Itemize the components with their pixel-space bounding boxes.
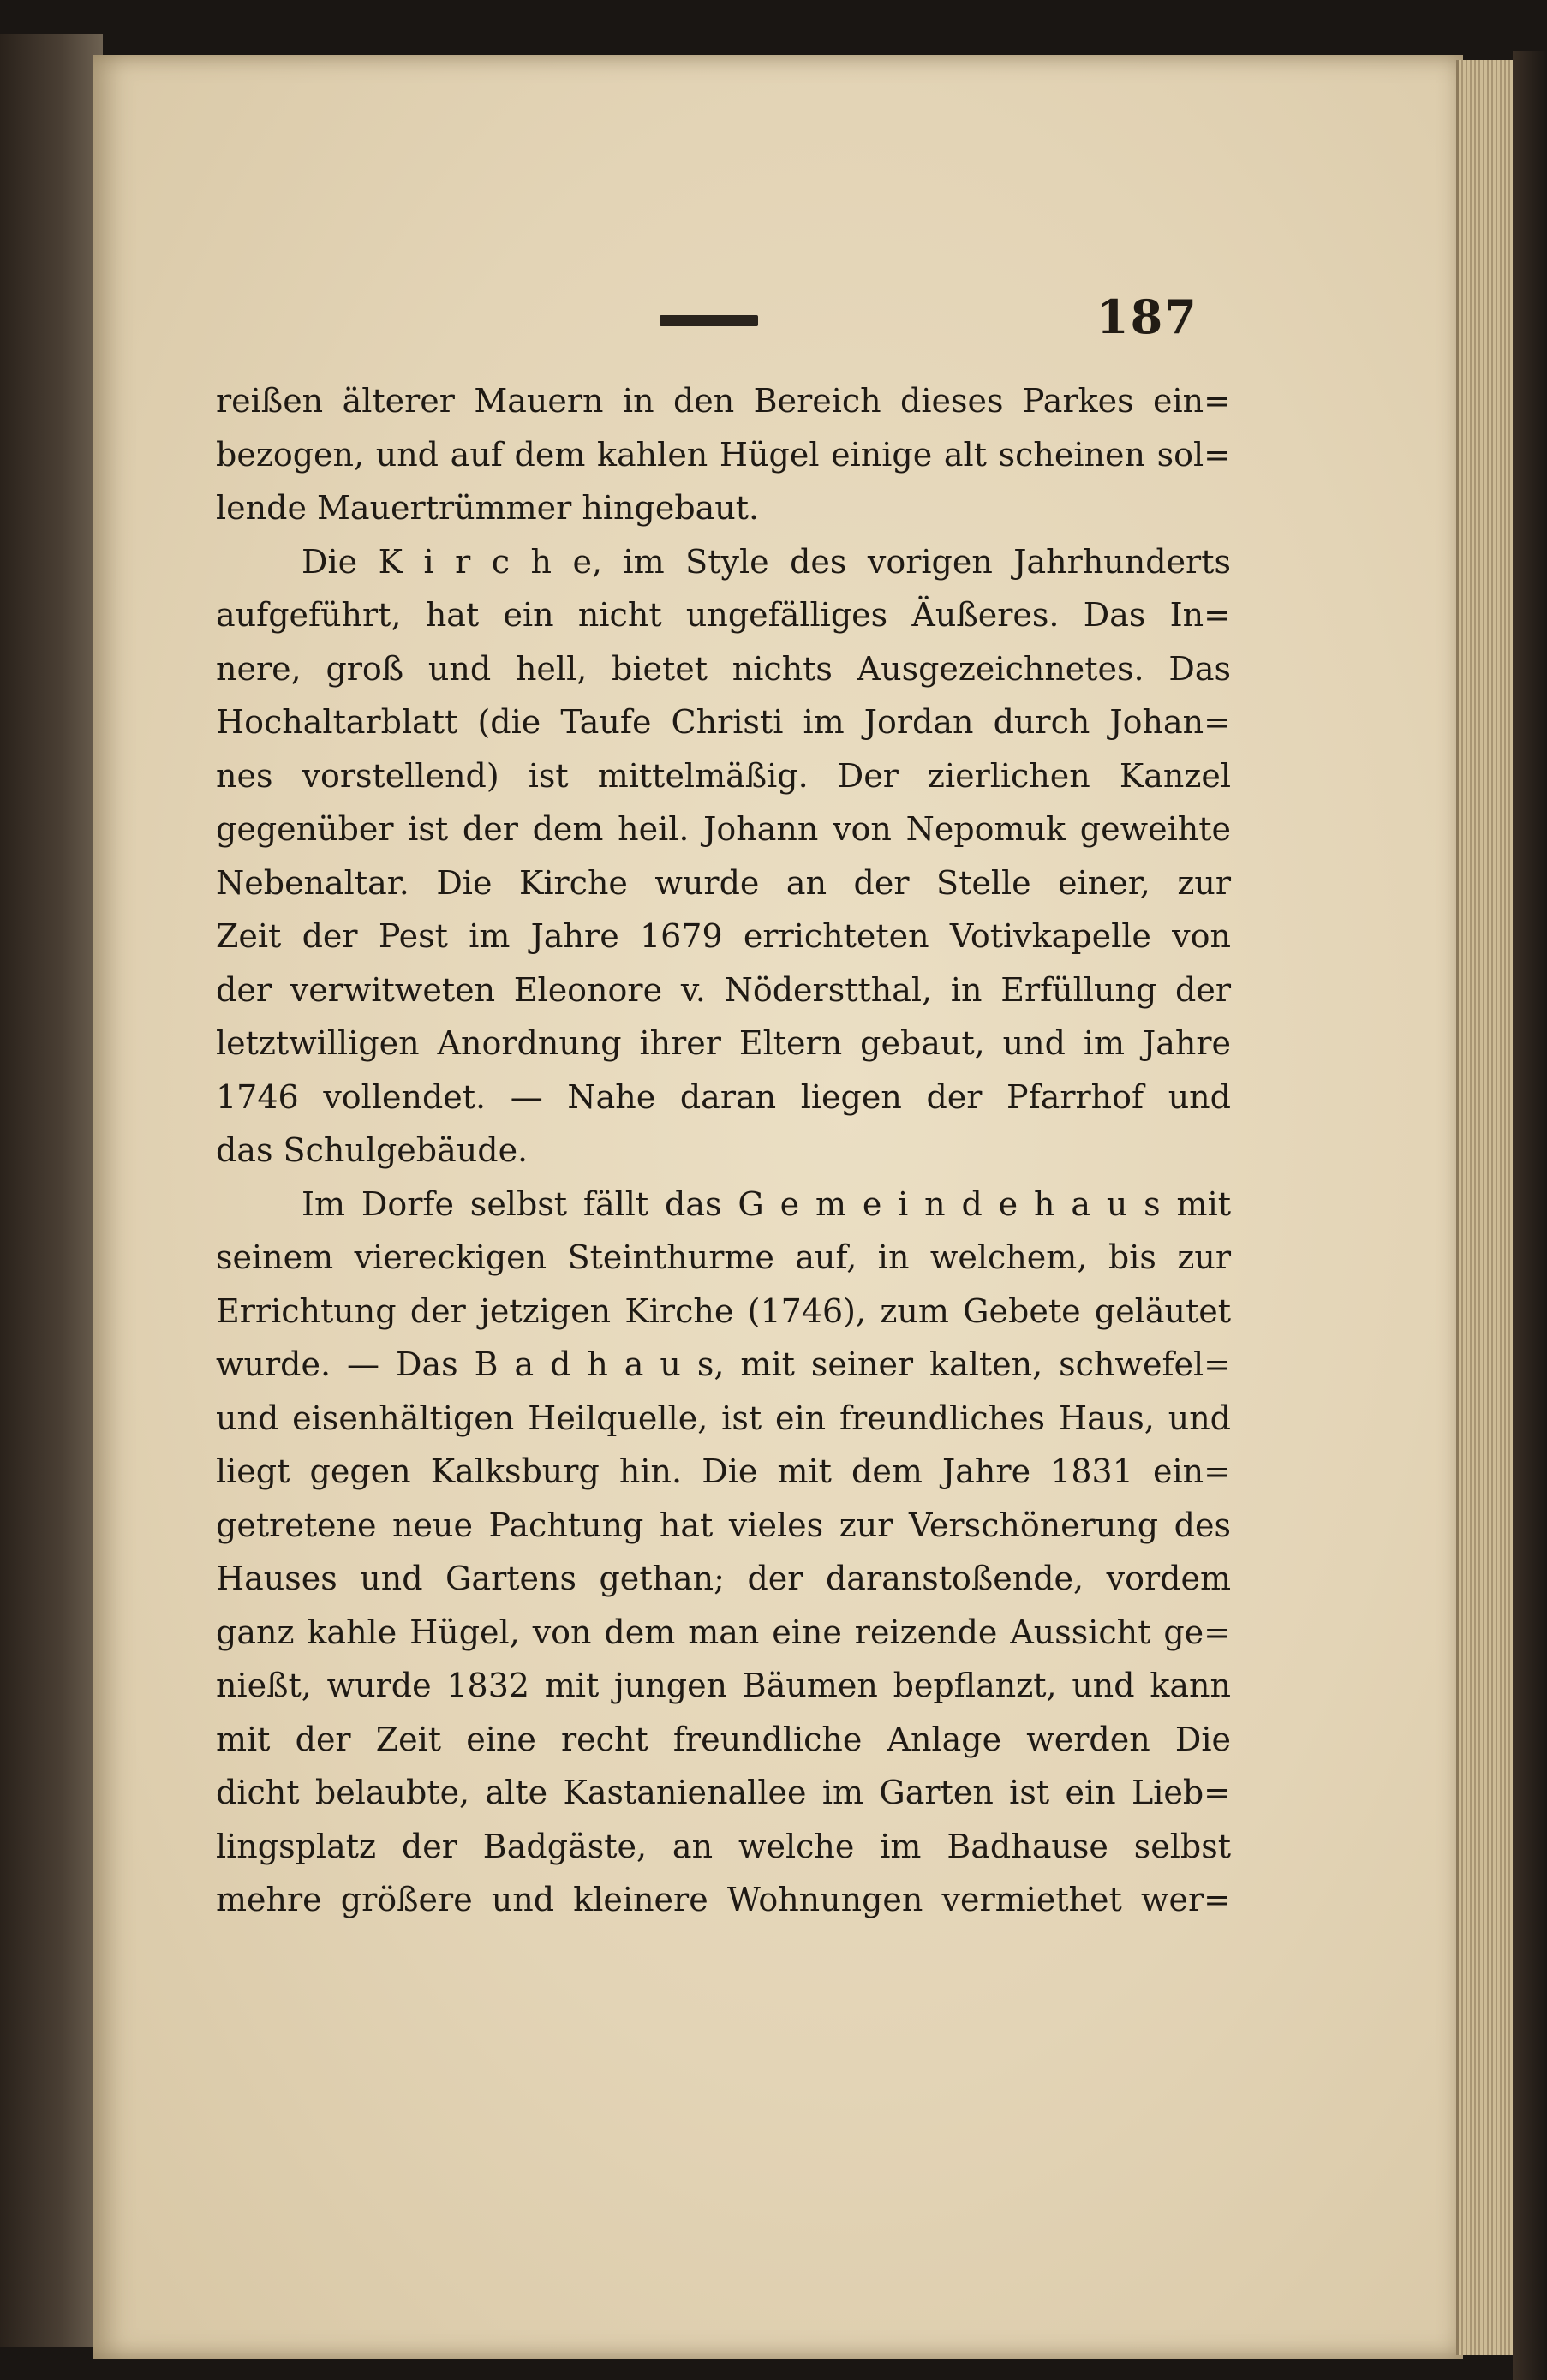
text-line: wurde. — Das B a d h a u s, mit seiner kalten, schwefel= (216, 1345, 1231, 1383)
text-line: Nebenaltar. Die Kirche wurde an der Stelle einer, zur (216, 863, 1231, 902)
text-line: mehre größere und kleinere Wohnungen vermiethet wer= (216, 1881, 1231, 1918)
text-line: liegt gegen Kalksburg hin. Die mit dem Jahre 1831 ein= (216, 1452, 1231, 1490)
page-edges (1456, 60, 1519, 2355)
text-line: das Schulgebäude. (216, 1131, 529, 1169)
page-number: 187 (1096, 289, 1198, 344)
text-line: nes vorstellend) ist mittelmäßig. Der zierlichen Kanzel (216, 756, 1231, 795)
text-line: Im Dorfe selbst fällt das G e m e i n d e h a u s mit (302, 1184, 1231, 1223)
text-line: Hauses und Gartens gethan; der daranstoßende, vordem (216, 1560, 1231, 1597)
header-rule (660, 315, 758, 326)
text-line: aufgeführt, hat ein nicht ungefälliges Äußeres. Das In= (216, 596, 1231, 634)
text-line: lende Mauertrümmer hingebaut. (216, 489, 760, 527)
text-line: Zeit der Pest im Jahre 1679 errichteten Votivkapelle von (216, 917, 1231, 955)
text-line: letztwilligen Anordnung ihrer Eltern gebaut, und im Jahre (216, 1024, 1231, 1062)
text-line: getretene neue Pachtung hat vieles zur Verschönerung des (216, 1506, 1231, 1544)
text-line: lingsplatz der Badgäste, an welche im Badhause selbst (216, 1827, 1231, 1865)
left-book-cover (0, 34, 103, 2347)
text-line: 1746 vollendet. — Nahe daran liegen der Pfarrhof und (216, 1077, 1231, 1116)
text-line: bezogen, und auf dem kahlen Hügel einige alt scheinen sol= (216, 435, 1231, 474)
text-line: seinem viereckigen Steinthurme auf, in welchem, bis zur (216, 1238, 1231, 1276)
text-line: nere, groß und hell, bietet nichts Ausgezeichnetes. Das (216, 649, 1231, 688)
text-line: mit der Zeit eine recht freundliche Anlage werden Die (216, 1720, 1231, 1758)
text-line: dicht belaubte, alte Kastanienallee im Garten ist ein Lieb= (216, 1774, 1231, 1811)
text-line: der verwitweten Eleonore v. Nöderstthal, in Erfüllung der (216, 970, 1231, 1009)
text-line: Errichtung der jetzigen Kirche (1746), zum Gebete geläutet (216, 1291, 1231, 1330)
text-line: Hochaltarblatt (die Taufe Christi im Jordan durch Johan= (216, 703, 1231, 741)
text-line: Die K i r c h e, im Style des vorigen Jahrhunderts (302, 542, 1231, 581)
text-line: nießt, wurde 1832 mit jungen Bäumen bepflanzt, und kann (216, 1667, 1231, 1704)
text-line: und eisenhältigen Heilquelle, ist ein freundliches Haus, und (216, 1399, 1231, 1437)
body-text (216, 374, 1231, 1927)
text-line: reißen älterer Mauern in den Bereich dieses Parkes ein= (216, 382, 1231, 420)
right-book-cover (1513, 51, 1547, 2380)
text-line: gegenüber ist der dem heil. Johann von Nepomuk geweihte (216, 810, 1231, 848)
text-line: ganz kahle Hügel, von dem man eine reizende Aussicht ge= (216, 1613, 1231, 1651)
